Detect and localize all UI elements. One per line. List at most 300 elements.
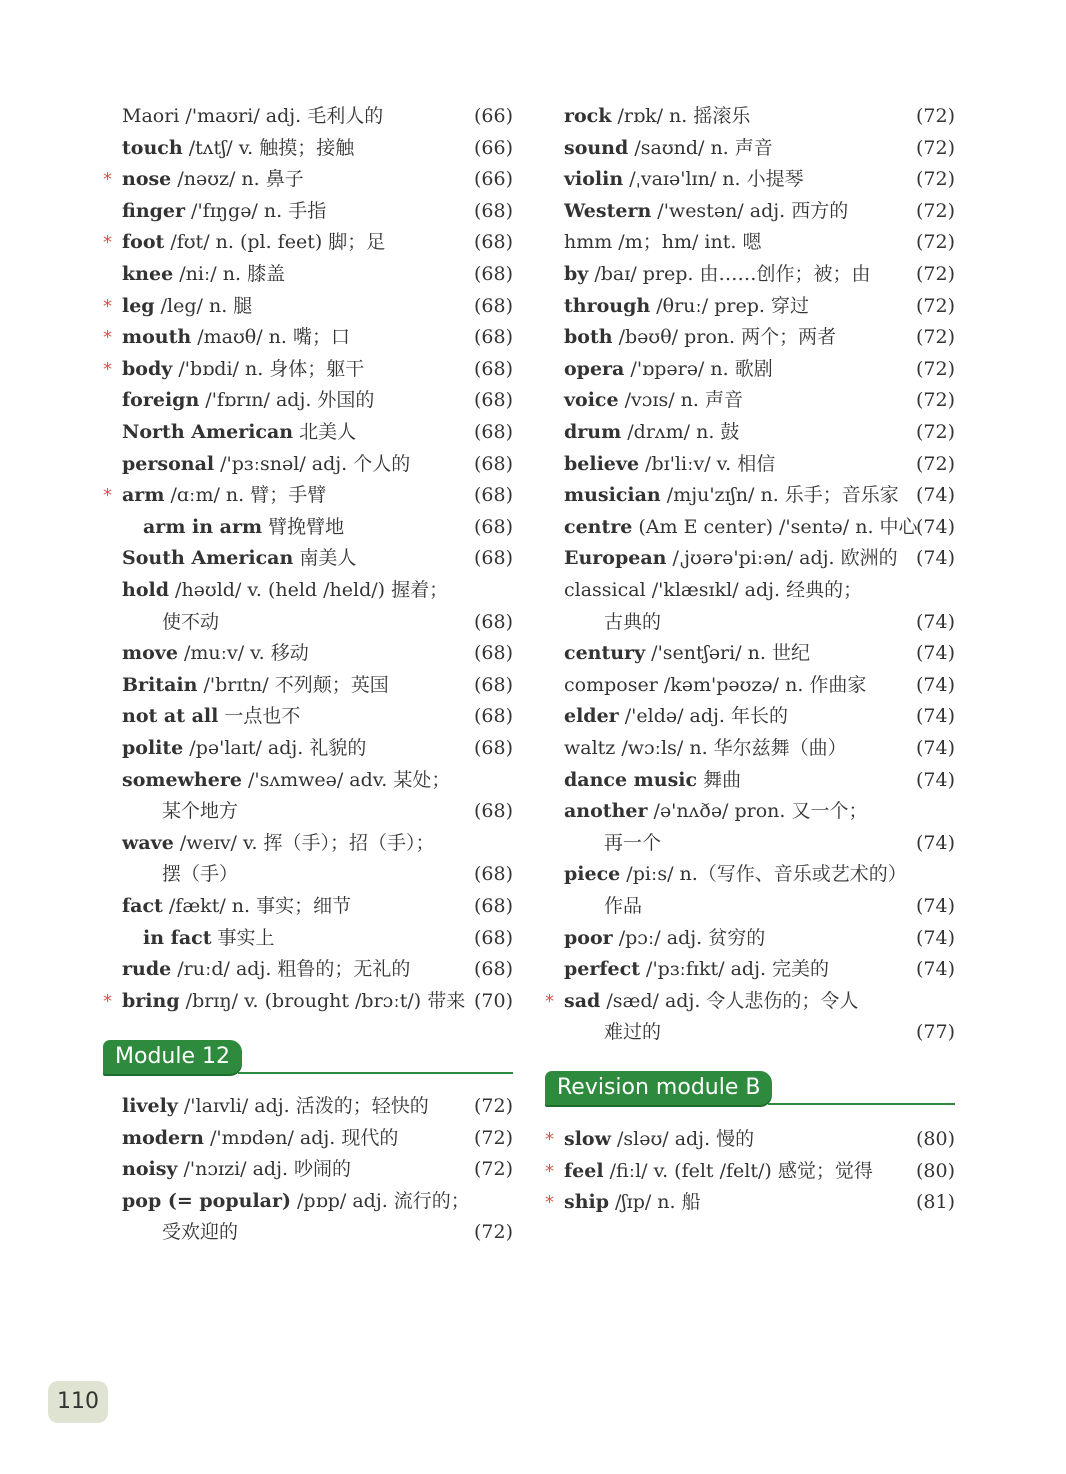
entry-text [122, 322, 350, 353]
page-ref: (68) [473, 673, 513, 696]
page-ref: (72) [915, 389, 955, 412]
entry-text [162, 1217, 238, 1248]
page-ref: (74) [915, 737, 955, 759]
headword: foot [122, 231, 165, 254]
page-ref: (68) [473, 326, 513, 349]
vocab-entry [545, 385, 955, 416]
entry-text [564, 1124, 754, 1155]
definition: /ɑːm/ n. 臂；手臂 [164, 484, 327, 507]
vocab-entry [103, 1154, 513, 1185]
page-ref: (68) [473, 737, 513, 759]
entry-text [122, 385, 374, 416]
page-ref: (72) [915, 294, 955, 317]
headword: ship [564, 1191, 610, 1214]
entry-text [564, 1156, 873, 1187]
entry-text [122, 354, 364, 385]
vocab-entry [545, 322, 955, 353]
entry-text [122, 196, 326, 227]
entry-text [564, 1187, 701, 1218]
definition: /pɔː/ adj. 贫穷的 [612, 926, 766, 949]
entry-text [564, 322, 836, 353]
entry-text [122, 986, 465, 1017]
vocab-entry [103, 480, 513, 511]
vocab-entry [545, 259, 955, 290]
entry-text [143, 923, 275, 954]
vocab-entry [103, 1091, 513, 1122]
page-ref: (72) [915, 326, 955, 349]
page-ref: (72) [915, 231, 955, 254]
headword: body [122, 357, 173, 380]
headword: by [564, 263, 589, 285]
definition: 作品 [604, 895, 643, 917]
headword: slow [564, 1128, 611, 1150]
vocab-entry [545, 291, 955, 322]
entry-text [122, 765, 450, 796]
definition: /ˌjʊərə'piːən/ adj. 欧洲的 [666, 547, 898, 570]
definition: /pɒp/ adj. 流行的； [290, 1189, 470, 1212]
definition: /həʊld/ v. (held /held/) 握着； [169, 579, 449, 601]
entry-text [564, 954, 829, 985]
vocab-entry [103, 512, 513, 543]
page-ref: (77) [915, 1021, 955, 1044]
definition: /vɔɪs/ n. 声音 [618, 389, 743, 412]
page-ref: (72) [915, 105, 955, 127]
definition: /maʊθ/ n. 嘴；口 [191, 326, 350, 349]
vocab-entry [545, 733, 955, 764]
entry-text [122, 733, 366, 764]
page-ref: (68) [473, 926, 513, 949]
headword: sound [564, 136, 629, 159]
entry-text [564, 227, 761, 258]
definition: /brɪŋ/ v. (brought /brɔːt/) 带来 [179, 989, 466, 1012]
definition: /'pɜːfɪkt/ adj. 完美的 [640, 958, 830, 981]
page-ref: (74) [915, 673, 955, 696]
vocab-entry [545, 796, 955, 827]
definition: /saʊnd/ n. 声音 [628, 136, 773, 159]
headword: foreign [122, 389, 200, 412]
entry-text [162, 796, 238, 827]
entry-text [143, 512, 344, 543]
headword: personal [122, 452, 215, 475]
vocab-entry [103, 954, 513, 985]
definition: /muːv/ v. 移动 [177, 642, 309, 665]
page-ref: (74) [915, 642, 955, 665]
entry-text [122, 164, 304, 195]
vocab-entry [103, 196, 513, 227]
definition: 一点也不 [218, 705, 301, 728]
vocab-entry [103, 986, 513, 1017]
headword: musician [564, 484, 661, 507]
vocab-entry [545, 133, 955, 164]
star-icon: * [103, 169, 112, 191]
headword: violin [564, 168, 624, 191]
headword: modern [122, 1126, 204, 1149]
definition: /ˌvaɪə'lɪn/ n. 小提琴 [623, 168, 804, 191]
page-ref: (68) [473, 421, 513, 443]
vocab-entry [545, 196, 955, 227]
page-ref: (74) [915, 958, 955, 981]
entry-text [564, 291, 809, 322]
definition: composer /kəm'pəʊzə/ n. 作曲家 [564, 673, 867, 696]
page-ref: (68) [473, 958, 513, 981]
definition: /'fɒrɪn/ adj. 外国的 [199, 389, 375, 412]
entry-text [122, 1186, 470, 1217]
definition: /drʌm/ n. 鼓 [621, 421, 740, 443]
definition: /'laɪvli/ adj. 活泼的；轻快的 [177, 1095, 429, 1117]
vocab-entry [545, 449, 955, 480]
definition: 南美人 [293, 547, 357, 570]
vocab-entry [545, 354, 955, 385]
headword: sad [564, 989, 601, 1012]
vocab-entry [103, 417, 513, 448]
module-rule [768, 1103, 955, 1105]
entry-text [604, 1017, 661, 1048]
vocab-entry [545, 101, 955, 132]
headword: lively [122, 1095, 178, 1117]
definition: /sləʊ/ adj. 慢的 [610, 1128, 755, 1150]
definition: /'westən/ adj. 西方的 [651, 199, 849, 222]
page-ref: (80) [915, 1159, 955, 1182]
entry-text [122, 891, 351, 922]
vocab-entry [103, 828, 513, 859]
vocab-entry [545, 954, 955, 985]
entry-text [564, 733, 847, 764]
vocab-entry [103, 670, 513, 701]
vocab-entry [103, 133, 513, 164]
definition: /θruː/ prep. 穿过 [650, 294, 809, 317]
page-ref: (68) [473, 389, 513, 412]
headword: drum [564, 421, 622, 443]
headword: rude [122, 958, 172, 981]
definition: 古典的 [604, 610, 662, 633]
entry-text [564, 543, 898, 574]
vocab-entry [103, 891, 513, 922]
definition: 使不动 [162, 610, 220, 633]
definition: /fækt/ n. 事实；细节 [162, 895, 352, 917]
definition: /'eldə/ adj. 年长的 [618, 705, 788, 728]
vocab-entry [103, 1217, 513, 1248]
entry-text [122, 701, 300, 732]
star-icon: * [103, 485, 112, 507]
headword: poor [564, 926, 613, 949]
definition: /niː/ n. 膝盖 [173, 263, 286, 285]
module-heading [103, 1040, 513, 1080]
headword: knee [122, 263, 174, 285]
entry-text [122, 543, 356, 574]
page-ref: (68) [473, 800, 513, 823]
star-icon: * [103, 358, 112, 380]
entry-text [564, 986, 858, 1017]
headword: hold [122, 579, 169, 601]
definition: /'sʌmweə/ adv. 某处； [241, 768, 451, 791]
entry-text [564, 354, 773, 385]
star-icon: * [545, 990, 554, 1012]
vocab-entry [103, 575, 513, 606]
entry-text [122, 1123, 398, 1154]
module-title: Revision module B [545, 1071, 772, 1105]
definition: /mju'zɪʃn/ n. 乐手；音乐家 [660, 484, 899, 507]
headword: pop (= popular) [122, 1189, 291, 1212]
page-ref: (81) [915, 1191, 955, 1214]
vocab-entry [545, 607, 955, 638]
definition: /ruːd/ adj. 粗鲁的；无礼的 [171, 958, 411, 981]
page-ref: (68) [473, 231, 513, 254]
page-ref: (72) [473, 1095, 513, 1117]
page-ref: (72) [473, 1126, 513, 1149]
entry-text [564, 701, 788, 732]
vocab-entry [545, 1017, 955, 1048]
entry-text [122, 480, 326, 511]
definition: /'sentʃəri/ n. 世纪 [645, 642, 810, 665]
page-ref: (72) [915, 357, 955, 380]
definition: /'bɒdi/ n. 身体；躯干 [172, 357, 365, 380]
definition: /pə'laɪt/ adj. 礼貌的 [183, 737, 367, 759]
entry-text [564, 164, 804, 195]
vocab-entry [103, 354, 513, 385]
headword: rock [564, 105, 612, 127]
module-heading [545, 1071, 955, 1111]
page-ref: (72) [915, 421, 955, 443]
vocab-entry [545, 512, 955, 543]
page-ref: (74) [915, 610, 955, 633]
definition: /fʊt/ n. (pl. feet) 脚；足 [164, 231, 386, 254]
headword: mouth [122, 326, 192, 349]
definition: /bɪ'liːv/ v. 相信 [639, 452, 776, 475]
vocab-entry [103, 259, 513, 290]
vocab-entry [103, 227, 513, 258]
vocab-entry [545, 891, 955, 922]
entry-text [122, 449, 410, 480]
vocab-entry [545, 417, 955, 448]
vocab-entry [545, 638, 955, 669]
definition: /'brɪtn/ 不列颠；英国 [197, 673, 389, 696]
vocab-entry [545, 670, 955, 701]
entry-text [122, 417, 356, 448]
entry-text [564, 133, 773, 164]
headword: elder [564, 705, 619, 728]
page-ref: (74) [915, 515, 955, 538]
page-ref: (74) [915, 705, 955, 728]
page-ref: (68) [473, 357, 513, 380]
page-ref: (66) [473, 168, 513, 191]
headword: European [564, 547, 667, 570]
definition: /piːs/ n.（写作、音乐或艺术的） [620, 863, 907, 886]
definition: 某个地方 [162, 800, 239, 823]
definition: 舞曲 [697, 768, 742, 791]
definition: /sæd/ adj. 令人悲伤的；令人 [600, 989, 859, 1012]
vocab-entry [103, 543, 513, 574]
headword: fact [122, 895, 163, 917]
definition: 受欢迎的 [162, 1221, 239, 1244]
star-icon: * [103, 232, 112, 254]
vocab-entry [103, 385, 513, 416]
vocab-entry [103, 859, 513, 890]
star-icon: * [103, 990, 112, 1012]
definition: /'fɪŋgə/ n. 手指 [185, 199, 327, 222]
vocab-entry [103, 796, 513, 827]
entry-text [122, 259, 285, 290]
entry-text [564, 638, 810, 669]
page-ref: (66) [473, 105, 513, 127]
entry-text [604, 607, 661, 638]
entry-text [564, 670, 866, 701]
headword: North American [122, 421, 294, 443]
entry-text [122, 954, 410, 985]
headword: Britain [122, 673, 198, 696]
headword: finger [122, 199, 186, 222]
star-icon: * [103, 327, 112, 349]
entry-text [122, 1154, 351, 1185]
vocab-entry [545, 1156, 955, 1187]
headword: in fact [143, 926, 212, 949]
definition: hmm /m；hm/ int. 嗯 [564, 231, 762, 254]
vocab-entry [545, 701, 955, 732]
page-ref: (68) [473, 452, 513, 475]
vocab-entry [545, 575, 955, 606]
page-ref: (68) [473, 705, 513, 728]
definition: /ə'nʌðə/ pron. 又一个； [647, 800, 868, 823]
definition: /'ɒpərə/ n. 歌剧 [624, 357, 773, 380]
entry-text [564, 796, 868, 827]
entry-text [564, 512, 918, 543]
page-ref: (68) [473, 294, 513, 317]
entry-text [604, 828, 661, 859]
headword: believe [564, 452, 640, 475]
page-ref: (68) [473, 263, 513, 285]
definition: /weɪv/ v. 挥（手）；招（手）； [173, 831, 435, 854]
vocab-entry [103, 1123, 513, 1154]
page-number: 110 [48, 1381, 108, 1423]
definition: /tʌtʃ/ v. 触摸；接触 [182, 136, 355, 159]
definition: 再一个 [604, 831, 662, 854]
entry-text [564, 385, 743, 416]
page-ref: (68) [473, 484, 513, 507]
module-title: Module 12 [103, 1040, 242, 1074]
vocab-entry [103, 607, 513, 638]
page-ref: (68) [473, 610, 513, 633]
definition: /fiːl/ v. (felt /felt/) 感觉；觉得 [603, 1159, 873, 1182]
vocab-entry [545, 1124, 955, 1155]
definition: 摆（手） [162, 863, 239, 886]
definition: /nəʊz/ n. 鼻子 [171, 168, 304, 191]
vocab-entry [545, 164, 955, 195]
vocab-entry [103, 449, 513, 480]
headword: leg [122, 294, 155, 317]
page-ref: (70) [473, 989, 513, 1012]
vocab-entry [545, 480, 955, 511]
definition: /ʃɪp/ n. 船 [609, 1191, 701, 1214]
headword: dance music [564, 768, 698, 791]
vocab-entry [103, 638, 513, 669]
entry-text [564, 417, 739, 448]
entry-text [122, 575, 448, 606]
headword: wave [122, 831, 174, 854]
vocab-entry [545, 859, 955, 890]
entry-text [122, 291, 252, 322]
entry-text [564, 575, 862, 606]
entry-text [564, 859, 907, 890]
entry-text [604, 891, 642, 922]
vocab-entry [545, 227, 955, 258]
vocab-entry [545, 986, 955, 1017]
definition: waltz /wɔːls/ n. 华尔兹舞（曲） [564, 737, 847, 759]
page-ref: (72) [473, 1221, 513, 1244]
headword: noisy [122, 1158, 178, 1181]
entry-text [162, 859, 238, 890]
entry-text [564, 196, 848, 227]
vocab-entry [103, 101, 513, 132]
headword: South American [122, 547, 294, 570]
headword: touch [122, 136, 183, 159]
entry-text [122, 227, 385, 258]
definition: Maori /'maʊri/ adj. 毛利人的 [122, 105, 384, 127]
page-ref: (66) [473, 136, 513, 159]
definition: /rɒk/ n. 摇滚乐 [611, 105, 751, 127]
headword: perfect [564, 958, 640, 981]
page-ref: (74) [915, 484, 955, 507]
headword: move [122, 642, 178, 665]
entry-text [122, 101, 383, 132]
headword: polite [122, 737, 184, 759]
entry-text [564, 923, 765, 954]
page-ref: (68) [473, 895, 513, 917]
page-ref: (72) [915, 168, 955, 191]
vocab-entry [103, 733, 513, 764]
page-ref: (68) [473, 547, 513, 570]
definition: /'pɜːsnəl/ adj. 个人的 [214, 452, 411, 475]
definition: /'mɒdən/ adj. 现代的 [203, 1126, 399, 1149]
headword: nose [122, 168, 172, 191]
entry-text [564, 259, 871, 290]
headword: another [564, 800, 648, 823]
page-ref: (72) [915, 199, 955, 222]
headword: piece [564, 863, 621, 886]
headword: feel [564, 1159, 604, 1182]
vocab-entry [545, 828, 955, 859]
vocab-entry [103, 164, 513, 195]
headword: centre [564, 515, 633, 538]
headword: somewhere [122, 768, 242, 791]
page-ref: (72) [915, 136, 955, 159]
page-ref: (74) [915, 926, 955, 949]
page-ref: (74) [915, 831, 955, 854]
vocab-entry [103, 1186, 513, 1217]
page-ref: (74) [915, 895, 955, 917]
page-ref: (68) [473, 515, 513, 538]
page-ref: (68) [473, 199, 513, 222]
entry-text [162, 607, 219, 638]
vocab-entry [103, 923, 513, 954]
headword: not at all [122, 705, 219, 728]
definition: classical /'klæsɪkl/ adj. 经典的； [564, 579, 863, 601]
vocab-entry [545, 1187, 955, 1218]
headword: Western [564, 199, 652, 222]
entry-text [122, 670, 389, 701]
headword: arm [122, 484, 165, 507]
definition: /baɪ/ prep. 由……创作；被；由 [588, 263, 871, 285]
vocab-entry [103, 765, 513, 796]
vocab-entry [103, 291, 513, 322]
star-icon: * [545, 1160, 554, 1182]
definition: 事实上 [211, 926, 275, 949]
definition: 难过的 [604, 1021, 662, 1044]
page-ref: (72) [915, 452, 955, 475]
vocab-entry [545, 923, 955, 954]
page-ref: (68) [473, 642, 513, 665]
vocab-entry [545, 765, 955, 796]
page-ref: (74) [915, 547, 955, 570]
page-ref: (68) [473, 863, 513, 886]
